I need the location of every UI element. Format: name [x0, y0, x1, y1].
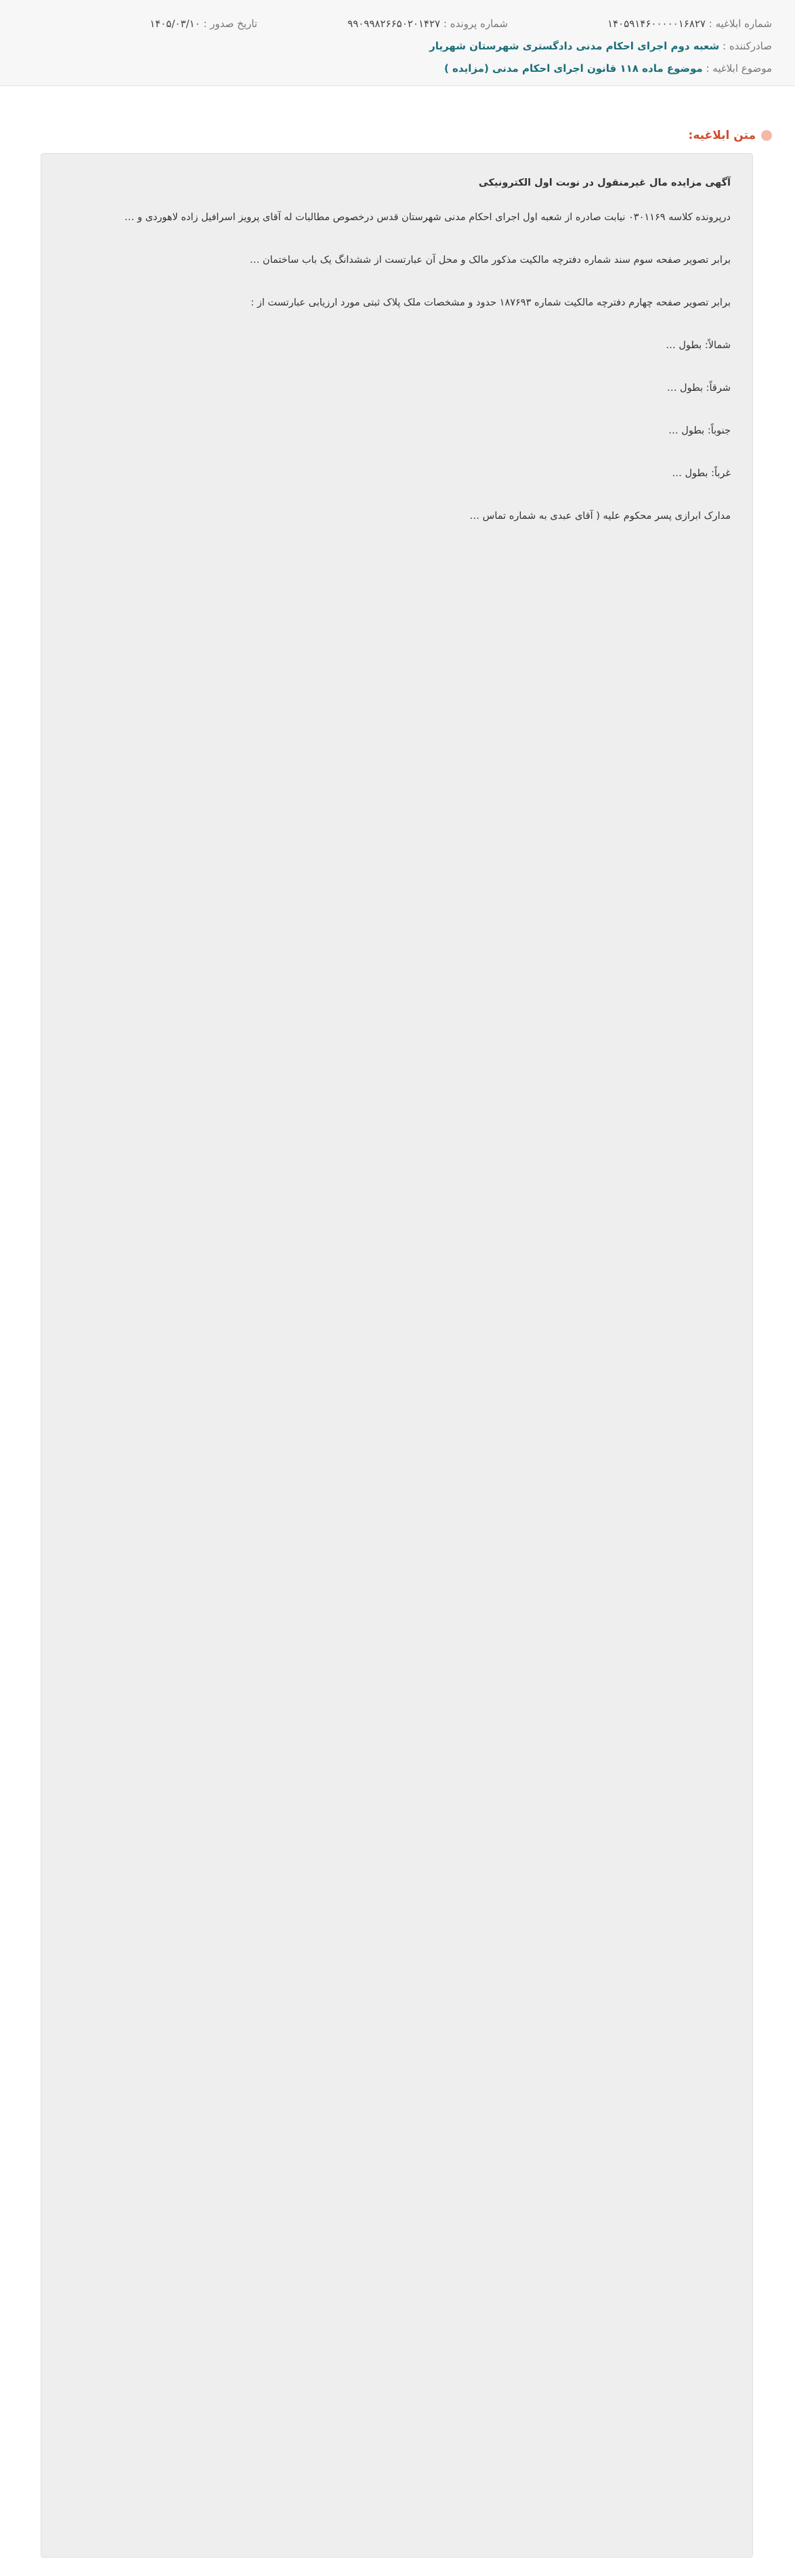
issuer: صادرکننده : شعبه دوم اجرای احکام مدنی دادگستری شهرستان شهریار: [429, 40, 772, 52]
body-paragraph: شرقاً: بطول …: [666, 383, 731, 394]
issue-date: تاریخ صدور : ۱۴۰۵/۰۳/۱۰: [150, 18, 257, 30]
announcement-header: [0, 0, 795, 86]
case-number: شماره پرونده : ۹۹۰۹۹۸۲۶۶۵۰۲۰۱۴۲۷: [347, 18, 508, 30]
bullet-icon: [761, 130, 772, 141]
body-paragraph: جنوباً: بطول …: [668, 425, 731, 436]
announcement-number: شماره ابلاغیه : ۱۴۰۵۹۱۴۶۰۰۰۰۰۱۶۸۲۷: [607, 18, 772, 30]
subject: موضوع ابلاغیه : موضوع ماده ۱۱۸ قانون اجرای احکام مدنی (مزایده ): [444, 62, 772, 75]
body-paragraph: مدارک ابرازی پسر محکوم علیه ( آقای عبدی به شماره تماس …: [469, 511, 731, 522]
body-paragraph: برابر تصویر صفحه چهارم دفترچه مالکیت شماره ۱۸۷۶۹۳ حدود و مشخصات ملک پلاک ثبتی مورد ارزیابی عبارتست از :: [251, 297, 731, 308]
body-paragraph: شمالاً: بطول …: [666, 340, 731, 351]
body-paragraph: درپرونده کلاسه ۰۳۰۱۱۶۹ نیابت صادره از شعبه اول اجرای احکام مدنی شهرستان قدس درخصوص مطالبات له آقای پرویز اسرافیل زاده لاهوردی و …: [124, 212, 731, 223]
announcement-headline: آگهی مزایده مال غیرمنقول در نوبت اول الکترونیکی: [478, 177, 731, 188]
section-title: متن ابلاغیه:: [689, 129, 772, 142]
body-paragraph: برابر تصویر صفحه سوم سند شماره دفترچه مالکیت مذکور مالک و محل آن عبارتست از ششدانگ یک باب ساختمان …: [249, 255, 731, 266]
body-paragraph: غرباً: بطول …: [672, 468, 731, 479]
announcement-body: [41, 153, 753, 2558]
